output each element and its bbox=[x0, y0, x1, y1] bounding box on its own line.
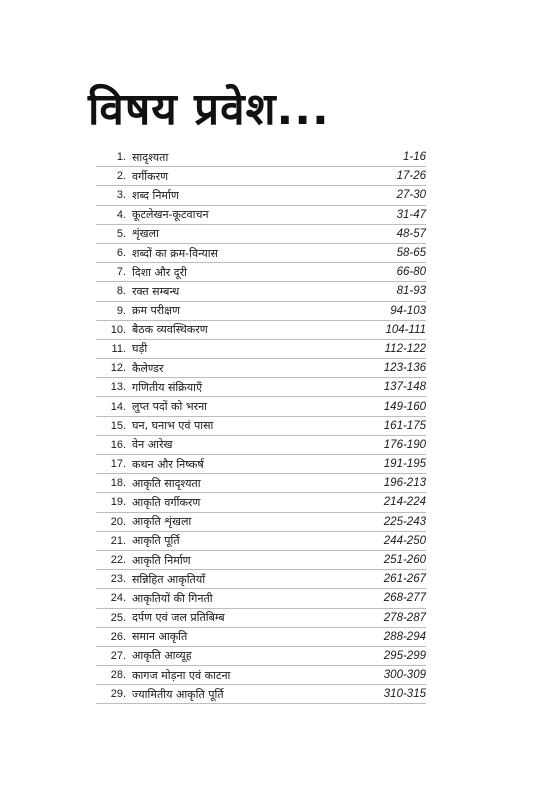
toc-number: 11. bbox=[111, 342, 126, 355]
toc-page-range: 191-195 bbox=[383, 458, 426, 471]
toc-chapter-title: आकृति वर्गीकरण bbox=[132, 495, 201, 509]
toc-number: 21. bbox=[110, 534, 126, 547]
toc-chapter-title: आकृति पूर्ति bbox=[132, 534, 180, 548]
toc-row bbox=[96, 513, 426, 532]
toc-page-range: 17-26 bbox=[396, 170, 426, 183]
toc-page-range: 81-93 bbox=[396, 285, 426, 298]
toc-row bbox=[96, 359, 426, 378]
toc-chapter-title: आकृति निर्माण bbox=[132, 553, 191, 567]
toc-number: 26. bbox=[110, 630, 126, 643]
page-title: विषय प्रवेश... bbox=[88, 84, 330, 135]
toc-page-range: 196-213 bbox=[383, 477, 426, 490]
toc-chapter-title: शब्द निर्माण bbox=[132, 188, 179, 202]
toc-row bbox=[96, 493, 426, 512]
toc-row bbox=[96, 282, 426, 301]
toc-chapter-title: कागज मोड़ना एवं काटना bbox=[132, 668, 231, 682]
toc-chapter-title: गणितीय संक्रियाएँ bbox=[132, 380, 203, 394]
toc-chapter-title: समान आकृति bbox=[132, 630, 188, 644]
toc-row bbox=[96, 206, 426, 225]
toc-number: 13. bbox=[110, 381, 126, 394]
toc-page-range: 123-136 bbox=[383, 362, 426, 375]
toc-page-range: 161-175 bbox=[383, 419, 426, 432]
toc-number: 29. bbox=[110, 688, 126, 701]
toc-row bbox=[96, 378, 426, 397]
toc-number: 5. bbox=[116, 227, 126, 240]
toc-row bbox=[96, 570, 426, 589]
toc-number: 7. bbox=[116, 266, 126, 279]
toc-row bbox=[96, 340, 426, 359]
toc-number: 28. bbox=[110, 669, 126, 682]
toc-chapter-title: ज्यामितीय आकृति पूर्ति bbox=[132, 687, 224, 701]
toc-number: 16. bbox=[110, 438, 126, 451]
toc-chapter-title: घन, घनाभ एवं पासा bbox=[132, 419, 214, 433]
toc-page-range: 112-122 bbox=[384, 342, 426, 355]
toc-chapter-title: सादृश्यता bbox=[132, 150, 169, 164]
toc-row bbox=[96, 263, 426, 282]
toc-page-range: 278-287 bbox=[383, 611, 426, 624]
toc-chapter-title: घड़ी bbox=[132, 342, 148, 356]
toc-page-range: 268-277 bbox=[383, 592, 426, 605]
toc-page-range: 214-224 bbox=[383, 496, 426, 509]
toc-chapter-title: आकृतियों की गिनती bbox=[132, 591, 213, 605]
toc-number: 15. bbox=[110, 419, 126, 432]
toc-page-range: 295-299 bbox=[383, 649, 426, 662]
toc-chapter-title: बैठक व्यवस्थिकरण bbox=[132, 323, 208, 337]
toc-page-range: 288-294 bbox=[383, 630, 426, 643]
toc-chapter-title: लुप्त पदों को भरना bbox=[132, 400, 208, 414]
toc-number: 9. bbox=[116, 304, 126, 317]
toc-number: 17. bbox=[110, 458, 126, 471]
toc-page-range: 244-250 bbox=[383, 534, 426, 547]
toc-number: 8. bbox=[116, 285, 126, 298]
toc-number: 10. bbox=[110, 323, 126, 336]
toc-number: 24. bbox=[110, 592, 126, 605]
toc-page-range: 58-65 bbox=[396, 247, 426, 260]
toc-page-range: 225-243 bbox=[383, 515, 426, 528]
toc-chapter-title: कूटलेखन-कूटवाचन bbox=[132, 208, 209, 222]
toc-row bbox=[96, 148, 426, 167]
toc-number: 14. bbox=[110, 400, 126, 413]
toc-row bbox=[96, 436, 426, 455]
toc-number: 3. bbox=[116, 189, 126, 202]
toc-chapter-title: सन्निहित आकृतियाँ bbox=[132, 572, 206, 586]
table-of-contents bbox=[96, 148, 426, 704]
toc-number: 18. bbox=[110, 477, 126, 490]
toc-page-range: 149-160 bbox=[383, 400, 426, 413]
toc-chapter-title: शृंखला bbox=[132, 227, 159, 241]
toc-number: 23. bbox=[110, 573, 126, 586]
toc-page-range: 48-57 bbox=[396, 227, 426, 240]
toc-page-range: 310-315 bbox=[383, 688, 426, 701]
toc-page-range: 27-30 bbox=[396, 189, 426, 202]
toc-page-range: 94-103 bbox=[390, 304, 426, 317]
toc-number: 1. bbox=[116, 151, 126, 164]
toc-number: 27. bbox=[110, 649, 126, 662]
toc-page-range: 176-190 bbox=[383, 438, 426, 451]
toc-row bbox=[96, 647, 426, 666]
toc-chapter-title: आकृति शृंखला bbox=[132, 515, 192, 529]
toc-row bbox=[96, 302, 426, 321]
toc-page-range: 261-267 bbox=[383, 573, 426, 586]
toc-row bbox=[96, 397, 426, 416]
toc-page-range: 300-309 bbox=[383, 669, 426, 682]
toc-row bbox=[96, 455, 426, 474]
toc-row bbox=[96, 532, 426, 551]
toc-row bbox=[96, 609, 426, 628]
toc-page-range: 104-111 bbox=[385, 323, 426, 336]
toc-row bbox=[96, 225, 426, 244]
toc-row bbox=[96, 474, 426, 493]
toc-chapter-title: दिशा और दूरी bbox=[132, 265, 187, 279]
toc-chapter-title: कथन और निष्कर्ष bbox=[132, 457, 204, 471]
toc-number: 19. bbox=[110, 496, 126, 509]
toc-page-range: 66-80 bbox=[396, 266, 426, 279]
toc-number: 6. bbox=[116, 247, 126, 260]
toc-row bbox=[96, 685, 426, 704]
toc-row bbox=[96, 186, 426, 205]
toc-row bbox=[96, 167, 426, 186]
toc-number: 20. bbox=[110, 515, 126, 528]
toc-chapter-title: वर्गीकरण bbox=[132, 169, 169, 183]
toc-chapter-title: वेन आरेख bbox=[132, 438, 173, 452]
toc-chapter-title: रक्त सम्बन्ध bbox=[132, 284, 180, 298]
toc-row bbox=[96, 321, 426, 340]
toc-page-range: 31-47 bbox=[396, 208, 426, 221]
toc-number: 22. bbox=[110, 554, 126, 567]
toc-row bbox=[96, 589, 426, 608]
toc-row bbox=[96, 666, 426, 685]
toc-number: 12. bbox=[110, 362, 126, 375]
toc-row bbox=[96, 417, 426, 436]
toc-chapter-title: आकृति आव्यूह bbox=[132, 649, 192, 663]
toc-number: 2. bbox=[116, 170, 126, 183]
toc-chapter-title: शब्दों का क्रम-विन्यास bbox=[132, 246, 218, 260]
toc-page-range: 1-16 bbox=[402, 151, 426, 164]
toc-chapter-title: क्रम परीक्षण bbox=[132, 304, 180, 318]
toc-row bbox=[96, 244, 426, 263]
toc-page-range: 251-260 bbox=[383, 554, 426, 567]
toc-chapter-title: कैलेण्डर bbox=[132, 361, 164, 375]
toc-page-range: 137-148 bbox=[383, 381, 426, 394]
toc-row bbox=[96, 628, 426, 647]
toc-number: 25. bbox=[110, 611, 126, 624]
toc-chapter-title: आकृति सादृश्यता bbox=[132, 476, 201, 490]
toc-row bbox=[96, 551, 426, 570]
toc-chapter-title: दर्पण एवं जल प्रतिबिम्ब bbox=[132, 611, 225, 625]
toc-number: 4. bbox=[116, 208, 126, 221]
